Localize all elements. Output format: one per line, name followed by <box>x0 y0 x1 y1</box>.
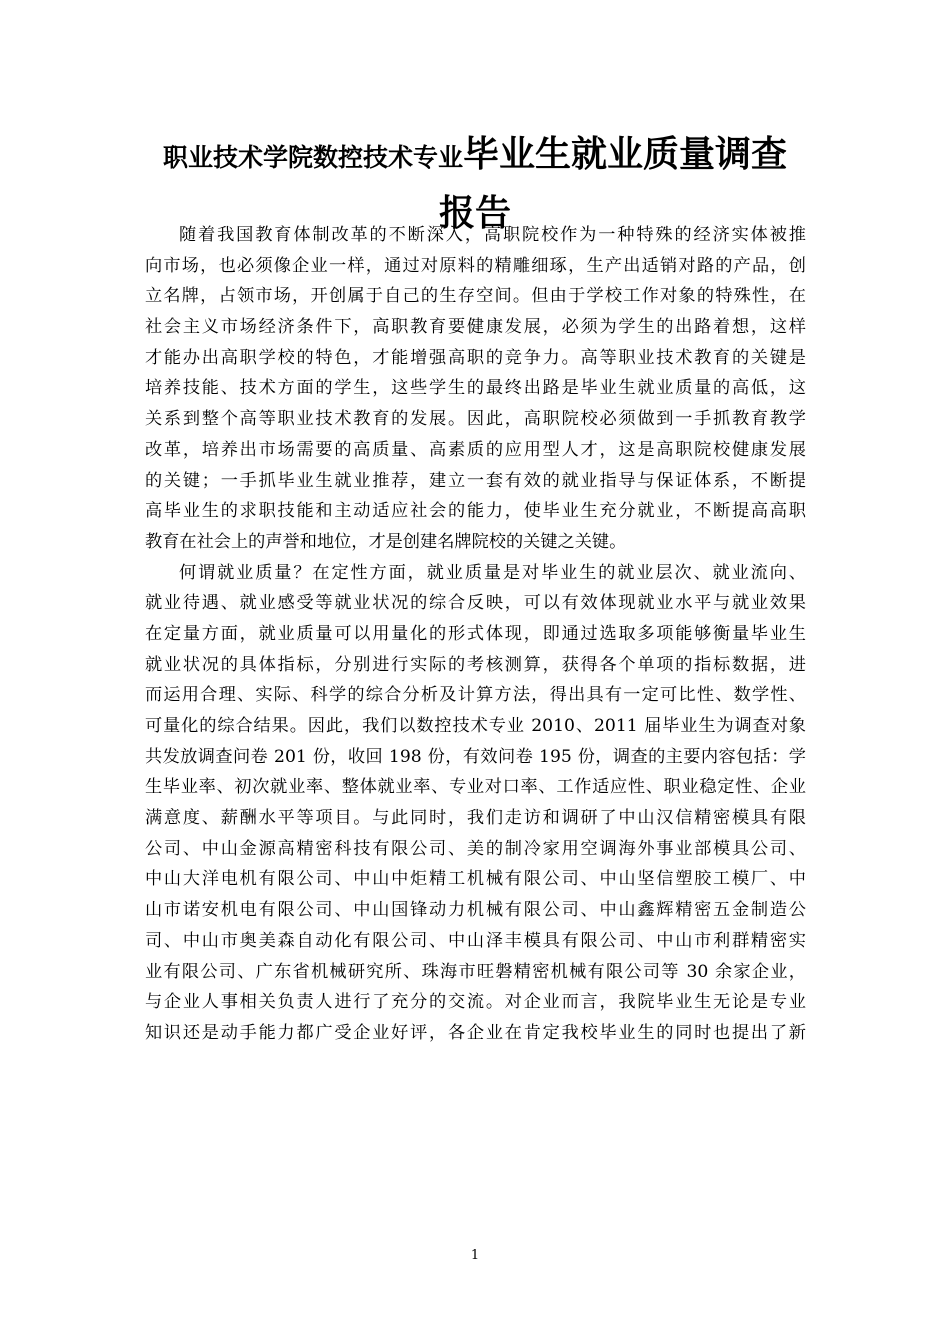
paragraph-1-line: 教育在社会上的声誉和地位，才是创建名牌院校的关键之关键。 <box>145 531 627 552</box>
paragraph-1-line: 社会主义市场经济条件下，高职教育要健康发展，必须为学生的出路着想，这样 <box>145 317 806 338</box>
paragraph-2-line: 与企业人事相关负责人进行了充分的交流。对企业而言，我院毕业生无论是专业 <box>145 992 806 1013</box>
paragraph-1-line: 立名牌，占领市场，开创属于自己的生存空间。但由于学校工作对象的特殊性，在 <box>145 286 806 307</box>
paragraph-1-line: 培养技能、技术方面的学生，这些学生的最终出路是毕业生就业质量的高低，这 <box>145 378 806 399</box>
title-main: 毕业生就业质量调查 <box>463 133 788 175</box>
paragraph-2-line: 而运用合理、实际、科学的综合分析及计算方法，得出具有一定可比性、数学性、 <box>145 685 806 706</box>
paragraph-2-line: 可量化的综合结果。因此，我们以数控技术专业 2010、2011 届毕业生为调查对象 <box>145 716 806 736</box>
paragraph-2-line: 知识还是动手能力都广受企业好评，各企业在肯定我校毕业生的同时也提出了新 <box>145 1022 806 1043</box>
paragraph-1-line: 改革，培养出市场需要的高质量、高素质的应用型人才，这是高职院校健康发展 <box>145 439 806 460</box>
paragraph-1-line: 随着我国教育体制改革的不断深入，高职院校作为一种特殊的经济实体被推 <box>179 225 806 245</box>
paragraph-2-line: 中山大洋电机有限公司、中山中炬精工机械有限公司、中山坚信塑胶工模厂、中 <box>145 869 806 890</box>
paragraph-2-line: 公司、中山金源高精密科技有限公司、美的制冷家用空调海外事业部模具公司、 <box>145 838 806 859</box>
title-line-1 <box>130 128 820 187</box>
paragraph-2-line: 就业状况的具体指标，分别进行实际的考核测算，获得各个单项的指标数据，进 <box>145 654 806 675</box>
title-line-2: 报告 <box>438 192 511 234</box>
paragraph-2-line: 生毕业率、初次就业率、整体就业率、专业对口率、工作适应性、职业稳定性、企业 <box>145 777 806 798</box>
paragraph-2-line: 在定量方面，就业质量可以用量化的形式体现，即通过选取多项能够衡量毕业生 <box>145 623 806 644</box>
paragraph-1-line: 才能办出高职学校的特色，才能增强高职的竞争力。高等职业技术教育的关键是 <box>145 347 806 368</box>
report-body <box>145 220 806 1049</box>
paragraph-1-line: 高毕业生的求职技能和主动适应社会的能力，使毕业生充分就业，不断提高高职 <box>145 501 806 522</box>
title-prefix: 职业技术学院数控技术专业 <box>162 143 463 172</box>
paragraph-1-line: 的关键；一手抓毕业生就业推荐，建立一套有效的就业指导与保证体系，不断提 <box>145 470 806 491</box>
paragraph-1-line: 向市场，也必须像企业一样，通过对原料的精雕细琢，生产出适销对路的产品，创 <box>145 255 806 276</box>
page-number: 1 <box>470 1248 480 1263</box>
paragraph-2-line: 就业待遇、就业感受等就业状况的综合反映，可以有效体现就业水平与就业效果 <box>145 593 806 614</box>
paragraph-2-line: 业有限公司、广东省机械研究所、珠海市旺磐精密机械有限公司等 30 余家企业， <box>145 961 806 982</box>
paragraph-2-line: 何谓就业质量？在定性方面，就业质量是对毕业生的就业层次、就业流向、 <box>179 562 806 583</box>
paragraph-1-line: 关系到整个高等职业技术教育的发展。因此，高职院校必须做到一手抓教育教学 <box>145 409 806 430</box>
paragraph-2-line: 共发放调查问卷 201 份，收回 198 份，有效问卷 195 份，调查的主要内容包括：学 <box>145 746 806 767</box>
paragraph-2-line: 司、中山市奥美森自动化有限公司、中山泽丰模具有限公司、中山市利群精密实 <box>145 930 806 951</box>
paragraph-2-line: 山市诺安机电有限公司、中山国锋动力机械有限公司、中山鑫辉精密五金制造公 <box>145 900 806 921</box>
paragraph-2-line: 满意度、薪酬水平等项目。与此同时，我们走访和调研了中山汉信精密模具有限 <box>145 808 806 829</box>
